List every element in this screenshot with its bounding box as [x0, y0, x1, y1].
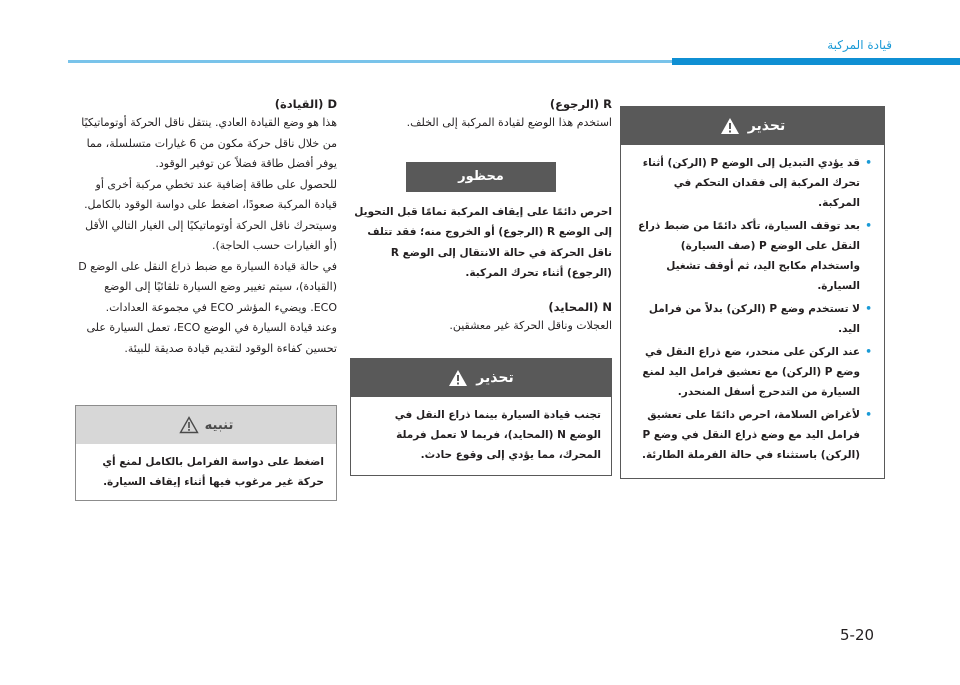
warning-heading: تحذير	[747, 118, 786, 134]
section-r-text: استخدم هذا الوضع لقيادة المركبة إلى الخلف.	[406, 116, 612, 129]
warning-box-header	[621, 107, 884, 145]
warning-item: • لا تستخدم وضع P (الركن) بدلاً من فرامل اليد.	[631, 299, 860, 339]
column-middle	[350, 95, 612, 476]
column-right	[620, 106, 885, 479]
caution-box	[75, 405, 337, 501]
section-n-title: N (المحايد)	[548, 299, 612, 314]
warning-item: • لأغراض السلامة، احرص دائمًا على تعشيق فرامل اليد مع وضع ذراع النقل في وضع P (الركن) باستثناء في حالة الفرملة الطارئة.	[631, 405, 860, 465]
prohibited-header: محظور	[406, 162, 556, 192]
section-d-paragraph: للحصول على طاقة إضافية عند تخطي مركبة أخرى أو قيادة المركبة صعودًا، اضغط على دواسة الوقود بالكامل. وسيتحرك ناقل الحركة أوتوماتيكيًا إلى الغيار التالي الأقل (أو الغيارات حسب الحاجة).	[84, 177, 337, 252]
warning-triangle-icon	[720, 117, 740, 135]
warning-item: • قد يؤدي التبديل إلى الوضع P (الركن) أثناء تحرك المركبة إلى فقدان التحكم في المركبة.	[631, 153, 860, 213]
section-d-paragraph: وعند قيادة السيارة في الوضع ECO، تعمل السيارة على تحسين كفاءة الوقود لتقديم قيادة صديقة للبيئة.	[86, 321, 337, 355]
section-header-title: قيادة المركبة	[827, 38, 892, 52]
header-rule-accent	[672, 58, 960, 65]
section-d-title: D (القيادة)	[274, 97, 337, 111]
section-n-text: العجلات وناقل الحركة غير معشقين.	[449, 318, 612, 332]
caution-text: اضغط على دواسة الفرامل بالكامل لمنع أي حركة غير مرغوب فيها أثناء إيقاف السيارة.	[102, 456, 324, 488]
warning-item: • بعد توقف السيارة، تأكد دائمًا من ضبط ذراع النقل على الوضع P (صف السيارة) واستخدام مكابح اليد، ثم أوقف تشغيل السيارة.	[631, 216, 860, 296]
caution-triangle-icon	[179, 416, 199, 434]
caution-heading: تنبيه	[204, 417, 234, 433]
warning-triangle-icon	[448, 369, 468, 387]
warning-box-neutral	[350, 358, 612, 476]
warning-box-neutral-header	[351, 359, 611, 397]
page-number: 5-20	[840, 626, 875, 644]
warning-box-body	[621, 145, 884, 478]
caution-box-header	[76, 406, 336, 444]
prohibited-text: احرص دائمًا على إيقاف المركبة تمامًا قبل التحويل إلى الوضع R (الرجوع) أو الخروج منه؛ فقد تتلف ناقل الحركة في حالة الانتقال إلى الوضع R (الرجوع) أثناء تحرك المركبة.	[354, 205, 612, 279]
warning-box	[620, 106, 885, 479]
section-d-paragraph: هذا هو وضع القيادة العادي. ينتقل ناقل الحركة أوتوماتيكيًا من خلال ناقل حركة مكون من 6 غيارات متسلسلة، مما يوفر أفضل طاقة فضلاً عن توفير الوقود.	[81, 116, 337, 170]
warning-box-neutral-body: تجنب قيادة السيارة بينما ذراع النقل في الوضع N (المحايد)، فربما لا تعمل فرملة المحرك، مما يؤدي إلى وقوع حادث.	[394, 409, 601, 461]
warning-heading: تحذير	[476, 370, 514, 386]
section-r-title: R (الرجوع)	[549, 97, 612, 111]
column-left	[75, 95, 337, 501]
section-d-paragraph: في حالة قيادة السيارة مع ضبط ذراع النقل على الوضع D (القيادة)، سيتم تغيير وضع السيارة تلقائيًا إلى الوضع ECO. ويضيء المؤشر ECO في مجموعة العدادات.	[78, 259, 337, 314]
warning-item: • عند الركن على منحدر، ضع ذراع النقل في وضع P (الركن) مع تعشيق فرامل اليد لمنع السيارة من التدحرج أسفل المنحدر.	[631, 342, 860, 402]
